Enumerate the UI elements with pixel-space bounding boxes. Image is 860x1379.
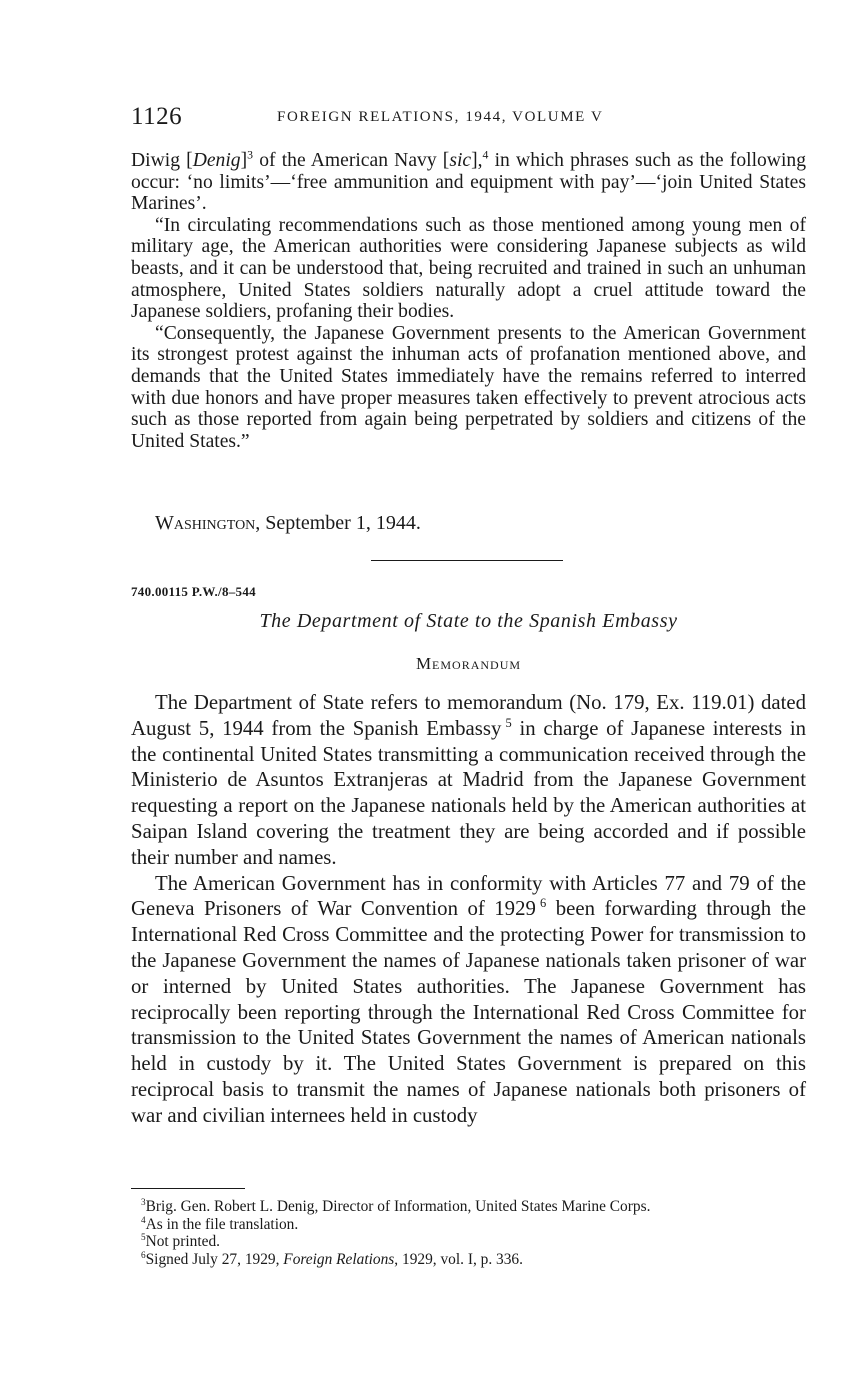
- footnote-4: $^4$As in the file translation.: [141, 1214, 299, 1233]
- dateline-date: , September 1, 1944.: [255, 512, 421, 534]
- dateline-place: Washington: [155, 512, 256, 534]
- memorandum-body: [131, 690, 806, 1129]
- footnote-ref-3[interactable]: 3: [247, 148, 253, 162]
- file-number: 740.00115 P.W./8–544: [131, 584, 256, 599]
- footnote-ref-5[interactable]: 5: [505, 715, 512, 730]
- footnote-ref-6[interactable]: 6: [540, 896, 547, 911]
- paragraph: The American Government has in conformity with Articles 77 and 79 of the Geneva Prisoners of War Convention of 1929 $^6$ been forwarding through the International Red Cross Committee and the protecting Power for transmission to the Japanese Government the names of Japanese nationals taken prisoner of war or interned by United States authorities. The Japanese Government has reciprocally been reporting through the International Red Cross Committee for transmission to the United States Government the names of American nationals held in custody by it. The United States Government is prepared on this reciprocal basis to transmit the names of Japanese nationals both prisoners of war and civilian internees held in custody: [131, 871, 806, 1127]
- paragraph: The Department of State refers to memorandum (No. 179, Ex. 119.01) dated August 5, 1944 from the Spanish Embassy $^5$ in charge of Japanese interests in the continental United States transmitting a communication received through the Ministerio de Asuntos Extranjeras at Madrid from the Japanese Government requesting a report on the Japanese nationals held by the American authorities at Saipan Island covering the treatment they are being accorded and if possible their number and names.: [131, 691, 807, 869]
- sic-italic: sic: [449, 150, 472, 171]
- footnotes: [131, 1198, 806, 1268]
- denig-italic: Denig: [192, 150, 241, 171]
- running-title: FOREIGN RELATIONS, 1944, VOLUME V: [277, 109, 604, 125]
- paragraph: Diwig [Denig]$^3$ of the American Navy [sic],$^4$ in which phrases such as the following occur: ‘no limits’—‘free ammunition and equipment with pay’—‘join United States Marines’.: [131, 148, 806, 215]
- paragraph: “Consequently, the Japanese Government presents to the American Government its strongest protest against the inhuman acts of profanation mentioned above, and demands that the United States immediately have the remains referred to interred with due honors and have proper measures taken effectively to prevent atrocious acts such as those reported from again being perpetrated by soldiers and citizens of the United States.”: [131, 322, 806, 452]
- dateline: [155, 512, 421, 535]
- memorandum-heading: Memorandum: [415, 654, 522, 673]
- page-number: 1126: [131, 103, 183, 130]
- footnote-ref-4[interactable]: 4: [482, 148, 489, 162]
- footnote-5: $^5$Not printed.: [141, 1232, 221, 1251]
- paragraph: “In circulating recommendations such as those mentioned among young men of military age, the American authorities were considering Japanese subjects as wild beasts, and it can be understood that, being recruited and trained in such an unhuman atmosphere, United States soldiers naturally adopt a cruel attitude toward the Japanese soldiers, profaning their bodies.: [131, 214, 806, 323]
- footnote-3: $^3$Brig. Gen. Robert L. Denig, Director of Information, United States Marine Corps.: [141, 1196, 651, 1215]
- continued-text: [131, 150, 806, 452]
- footnote-6: $^6$Signed July 27, 1929, Foreign Relations, 1929, vol. I, p. 336.: [141, 1249, 523, 1268]
- footnote-mark: 6: [141, 1249, 146, 1260]
- footnote-divider: [131, 1188, 245, 1189]
- document-title: The Department of State to the Spanish Embassy: [259, 610, 678, 632]
- footnote-mark: 4: [141, 1214, 146, 1225]
- footnote-mark: 5: [141, 1232, 146, 1243]
- footnote-mark: 3: [141, 1196, 146, 1207]
- section-divider: [371, 560, 563, 561]
- page-header: [131, 103, 806, 131]
